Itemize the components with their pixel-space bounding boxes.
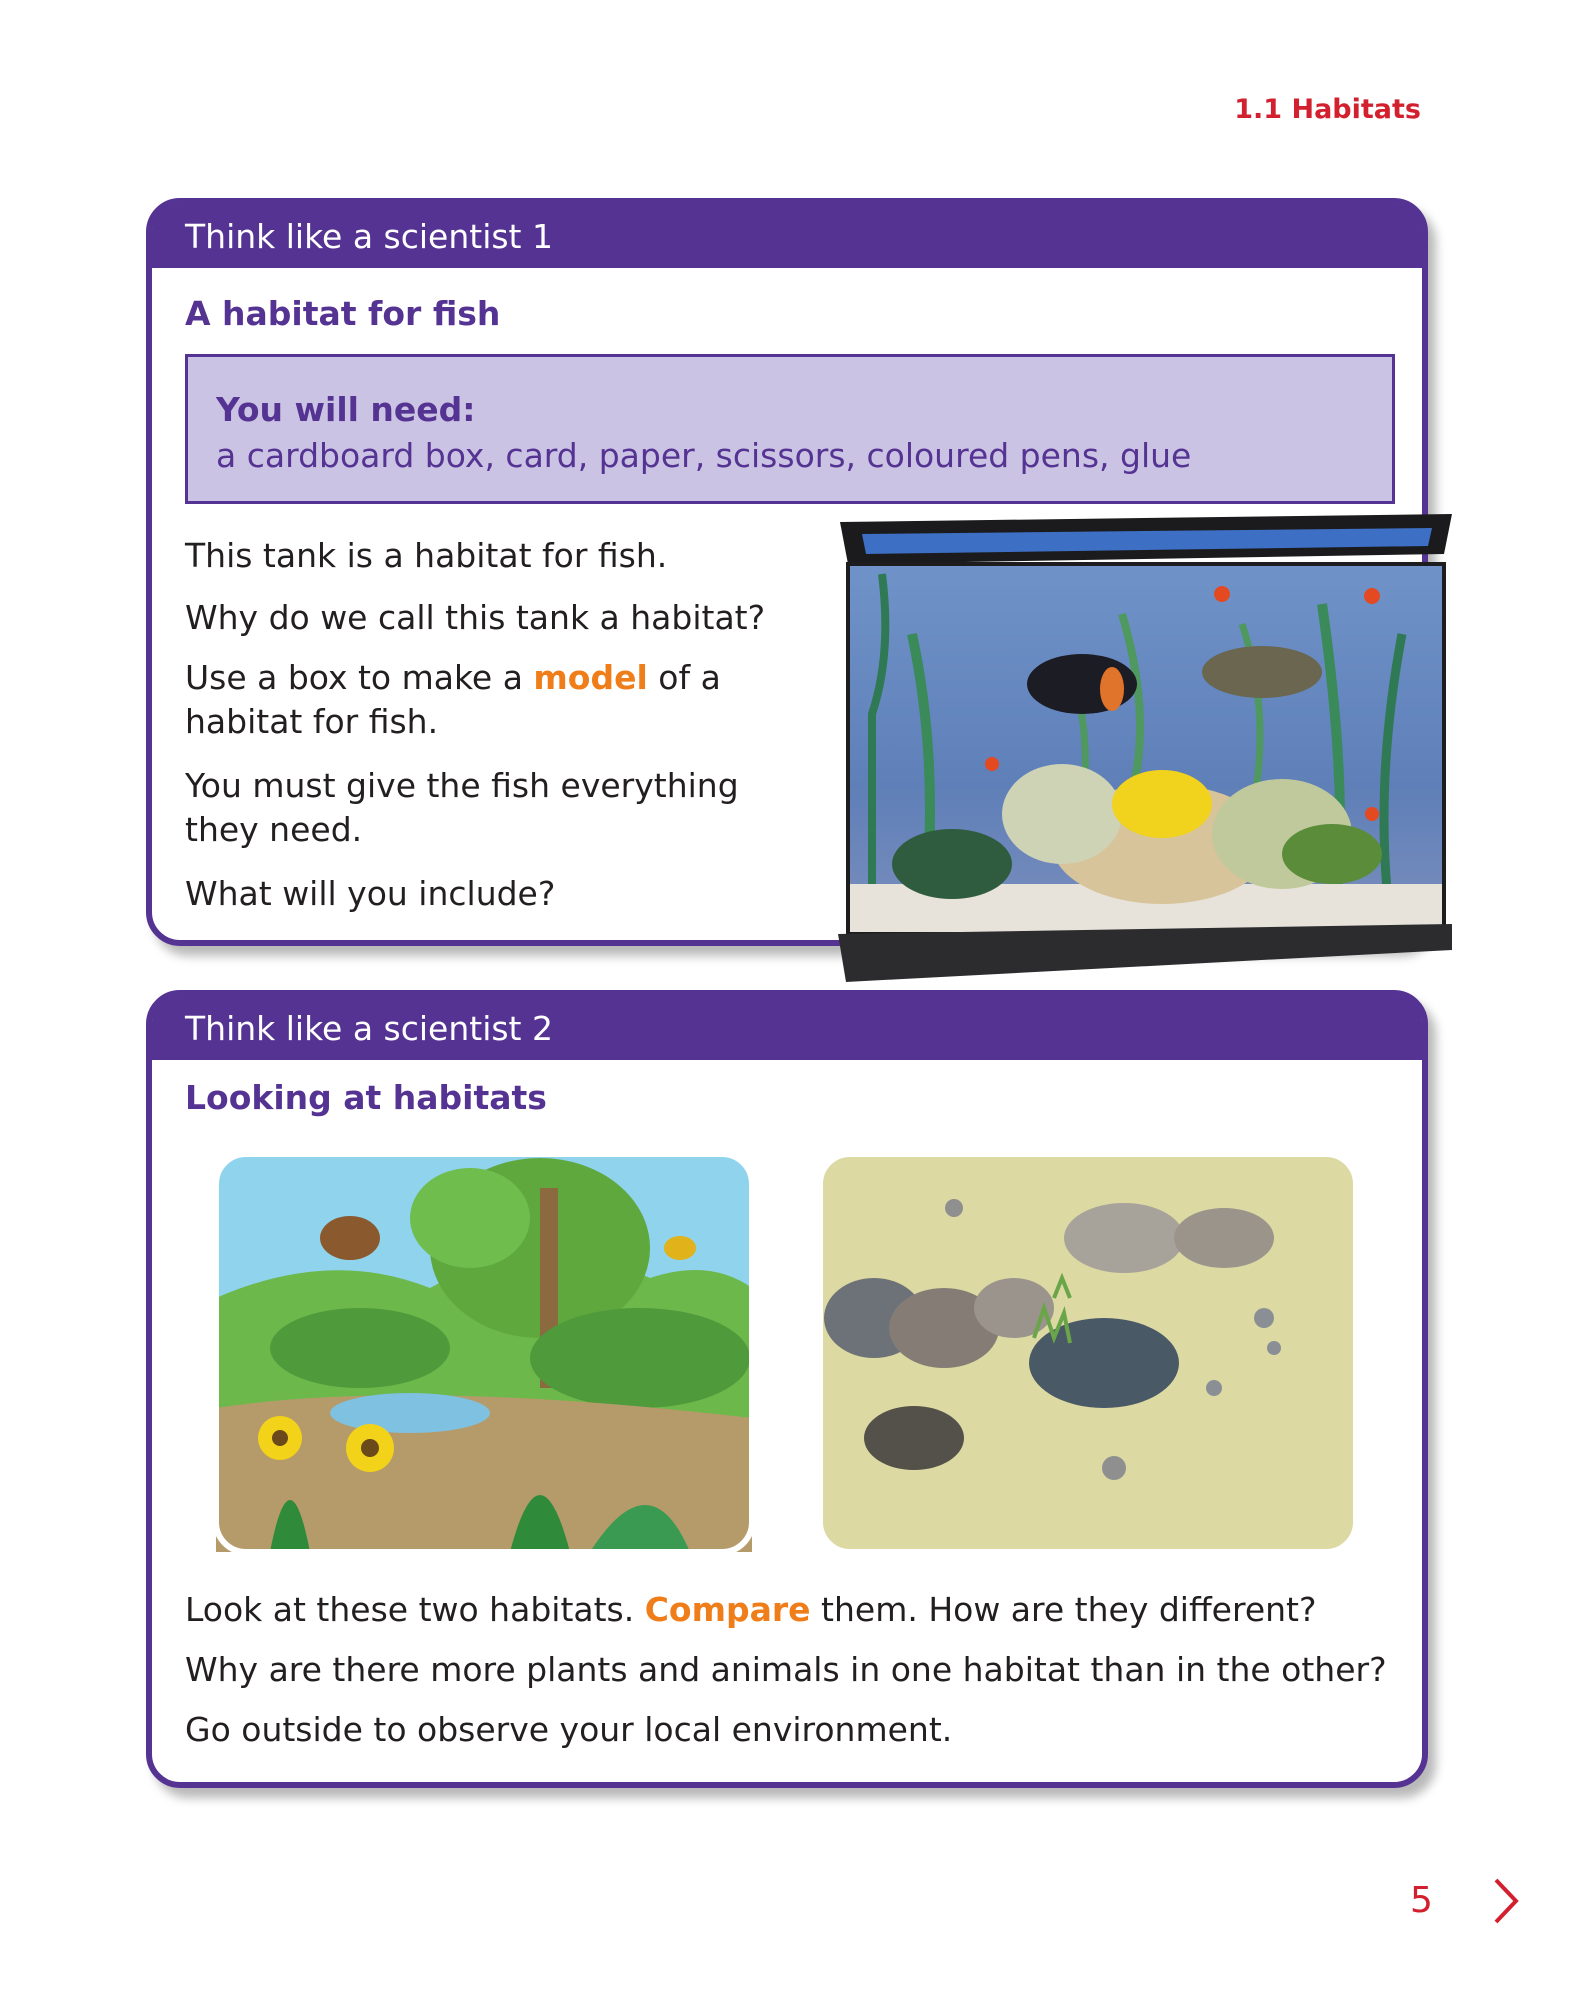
line-1-start: Look at these two habitats.	[185, 1590, 645, 1629]
line-1-end: them. How are they different?	[810, 1590, 1317, 1629]
panel-1-line-2: Why do we call this tank a habitat?	[185, 598, 766, 637]
activity-panel-2	[146, 990, 1428, 1788]
panel-1-line-5: What will you include?	[185, 874, 556, 913]
keyword-compare: Compare	[644, 1590, 811, 1629]
aquarium-image	[832, 514, 1462, 984]
panel-1-subtitle: A habitat for fish	[185, 294, 501, 333]
line-4-start: You must give the fish everything	[185, 766, 739, 805]
line-3-start: Use a box to make a	[185, 658, 534, 697]
panel-1-line-4	[185, 764, 739, 852]
panel-1-title: Think like a scientist 1	[152, 204, 1422, 268]
page-number: 5	[1410, 1880, 1433, 1921]
lush-habitat-image	[210, 1148, 758, 1558]
materials-box	[185, 354, 1395, 504]
panel-2-line-1	[185, 1588, 1317, 1632]
panel-2-line-2: Why are there more plants and animals in one habitat than in the other?	[185, 1650, 1387, 1689]
panel-2-subtitle: Looking at habitats	[185, 1078, 547, 1117]
materials-list: a cardboard box, card, paper, scissors, coloured pens, glue	[216, 436, 1192, 475]
panel-2-line-3: Go outside to observe your local environment.	[185, 1710, 953, 1749]
line-3-cont: habitat for fish.	[185, 702, 439, 741]
activity-panel-1	[146, 198, 1428, 946]
panel-1-line-1: This tank is a habitat for fish.	[185, 536, 668, 575]
panel-2-title: Think like a scientist 2	[152, 996, 1422, 1060]
line-3-end: of a	[647, 658, 721, 697]
panel-1-line-3	[185, 656, 721, 744]
barren-habitat-image	[814, 1148, 1362, 1558]
section-title: 1.1 Habitats	[1234, 94, 1421, 125]
line-4-cont: they need.	[185, 810, 363, 849]
keyword-model: model	[533, 658, 648, 697]
chevron-right-icon[interactable]	[1492, 1876, 1522, 1926]
materials-label: You will need:	[216, 390, 476, 429]
